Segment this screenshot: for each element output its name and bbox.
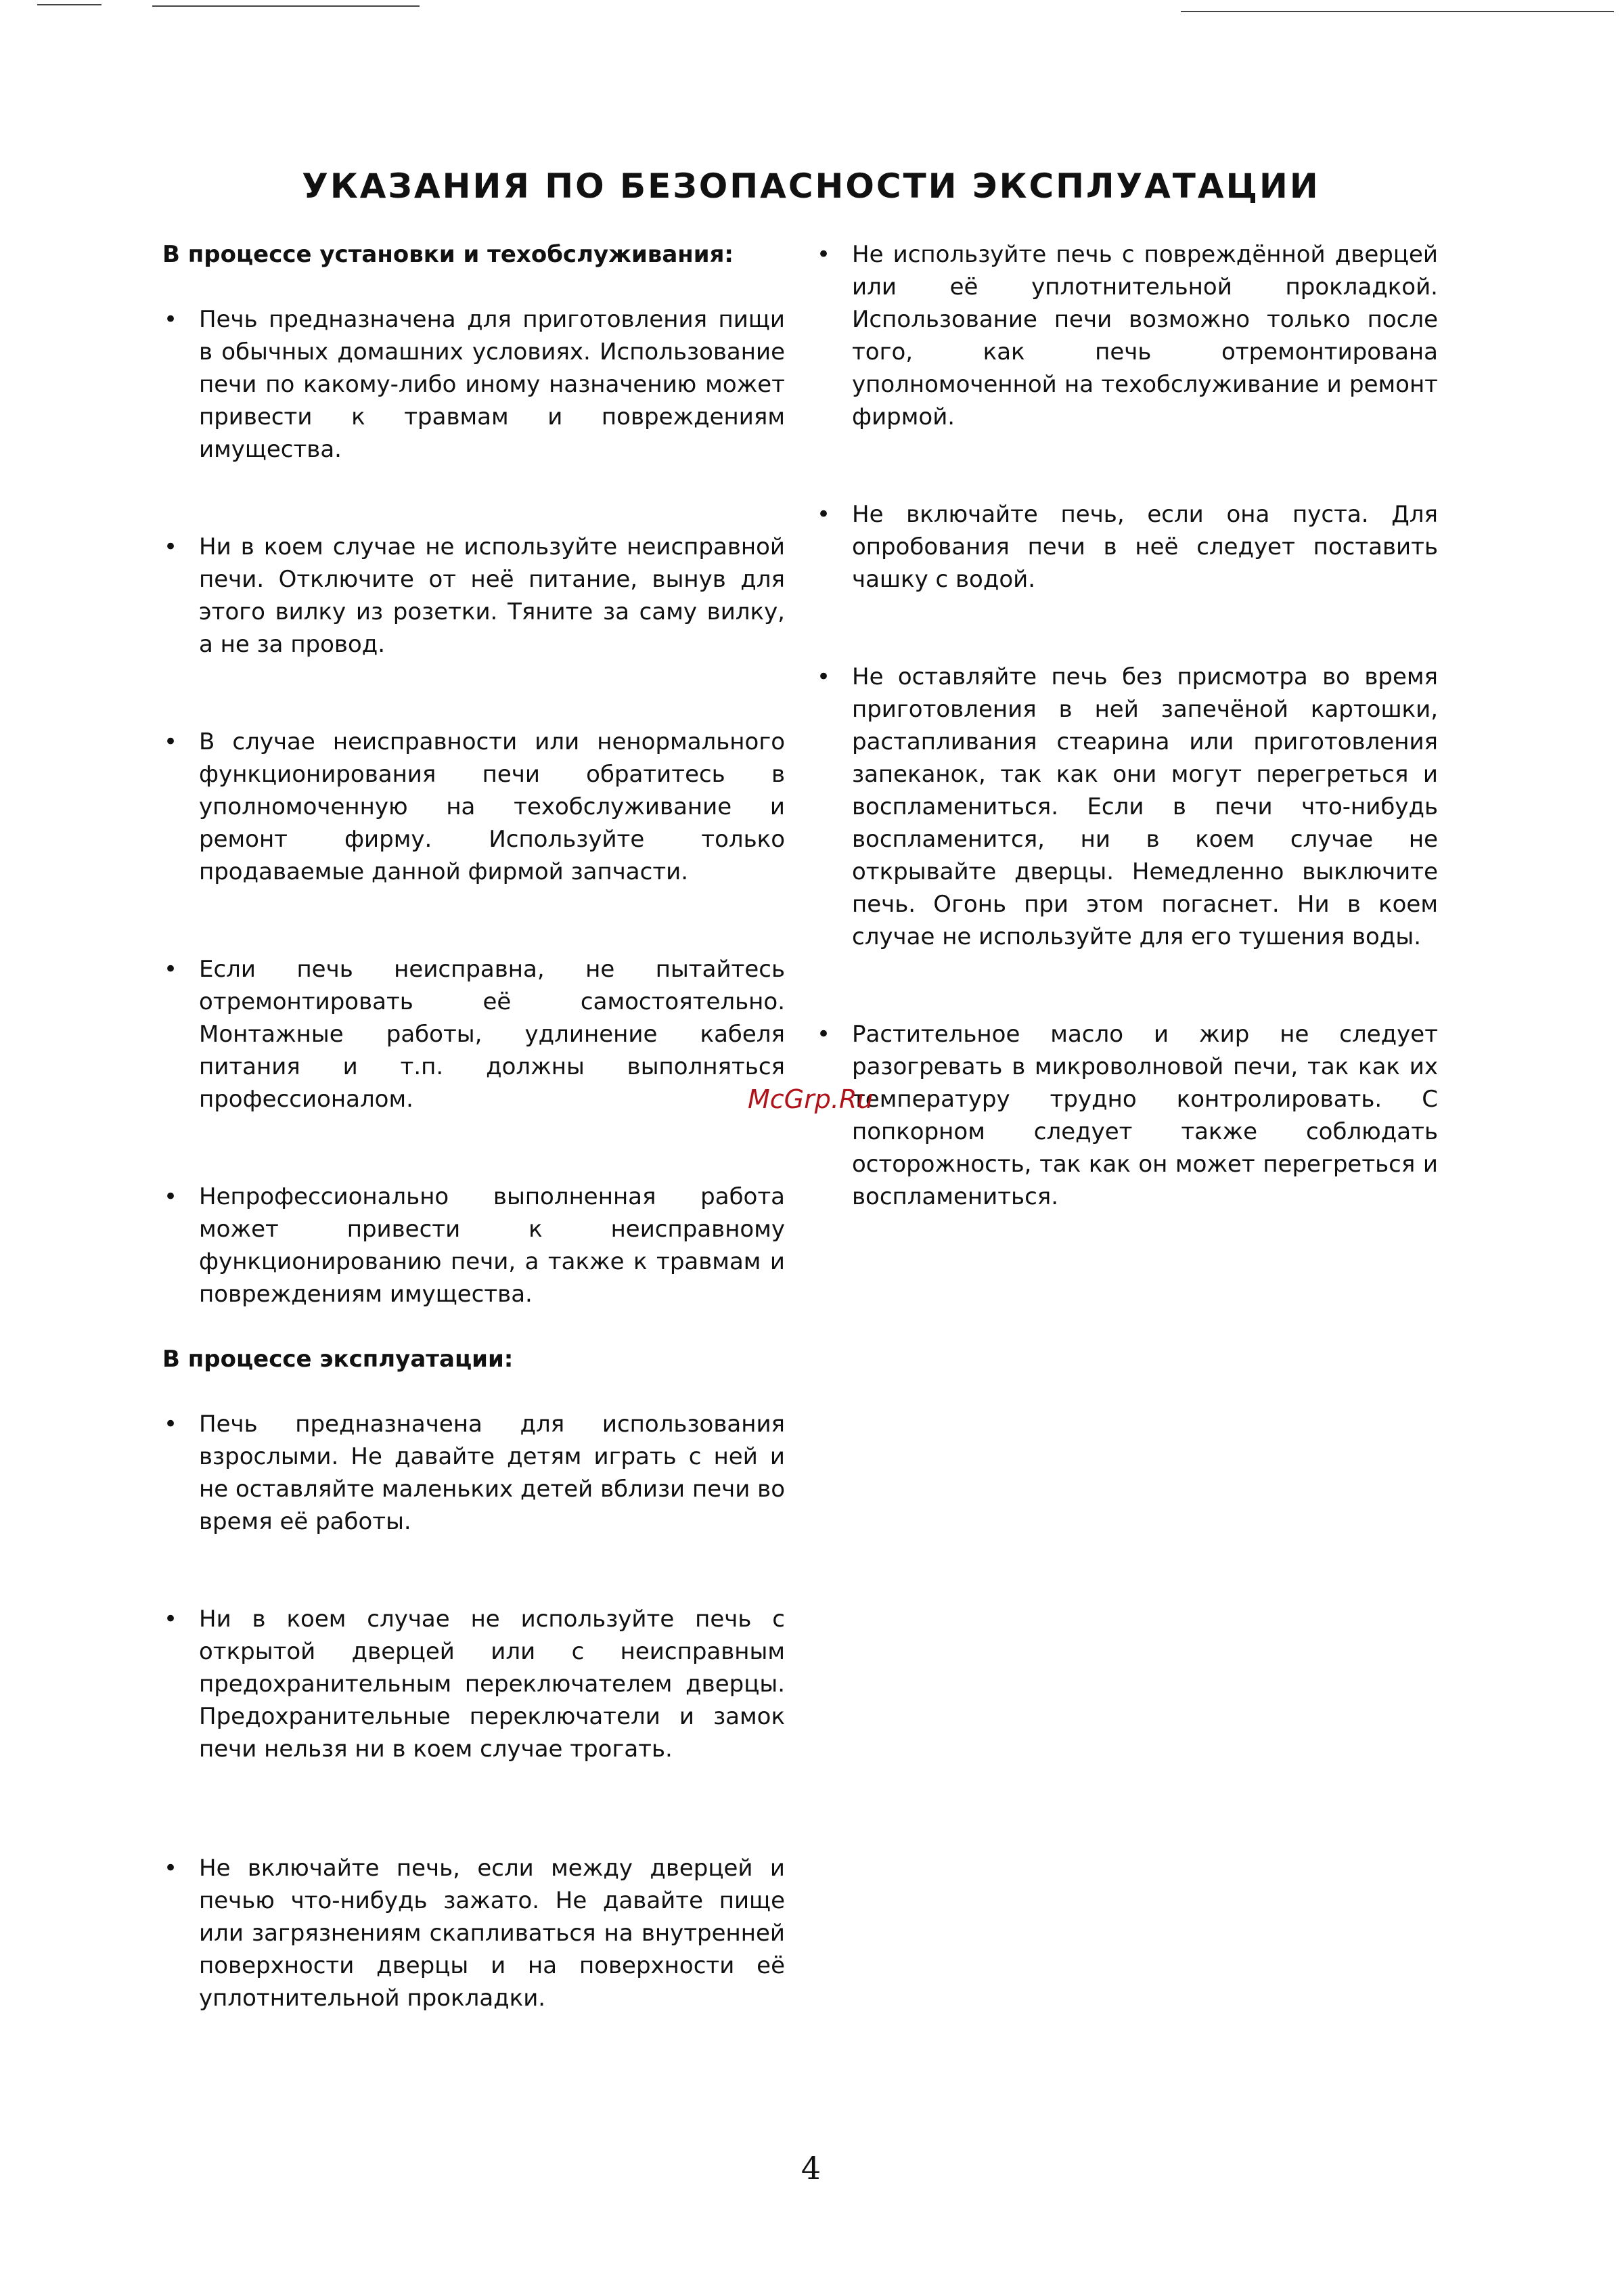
scan-line-top xyxy=(152,5,420,7)
operation-list xyxy=(162,1408,785,2014)
list-item: • Ни в коем случае не используйте неисправной печи. Отключите от неё питание, вынув для этого вилку из розетки. Тяните за саму вилку, а не за провод. xyxy=(164,533,785,658)
list-item: • Не оставляйте печь без присмотра во время приготовления в ней запечёной картошки, растапливания стеарина или приготовления запеканок, так как они могут перегреться и воспламениться. Если в печи что-нибудь воспламенится, ни в коем случае не открывайте дверцы. Немедленно выключите печь. Огонь при этом погаснет. Ни в коем случае не используйте для его тушения воды. xyxy=(817,663,1438,950)
list-item: • Не включайте печь, если между дверцей и печью что-нибудь зажато. Не давайте пище или загрязнениям скапливаться на внутренней поверхности дверцы и на поверхности её уплотнительной прокладки. xyxy=(164,1855,785,2012)
list-item: • Не используйте печь с повреждённой дверцей или её уплотнительной прокладкой. Использование печи возможно только после того, как печь отремонтирована уполномоченной на техобслуживание и ремонт фирмой. xyxy=(817,241,1438,430)
list-item: • Печь предназначена для использования взрослыми. Не давайте детям играть с ней и не оставляйте маленьких детей вблизи печи во время её работы. xyxy=(164,1411,785,1535)
list-item: • Не включайте печь, если она пуста. Для опробования печи в неё следует поставить чашку с водой. xyxy=(817,501,1438,593)
page-number: 4 xyxy=(801,2150,821,2186)
operation-heading: В процессе эксплуатации: xyxy=(162,1346,514,1373)
list-item: • Печь предназначена для приготовления пищи в обычных домашних условиях. Использование печи по какому-либо иному назначению может привести к травмам и повреждениям имущества. xyxy=(164,306,785,463)
installation-list xyxy=(162,303,785,1310)
list-item: • Непрофессионально выполненная работа может привести к неисправному функционированию печи, а также к травмам и повреждениям имущества. xyxy=(164,1183,785,1308)
list-item: • Если печь неисправна, не пытайтесь отремонтировать её самостоятельно. Монтажные работы, удлинение кабеля питания и т.п. должны выполняться профессионалом. xyxy=(164,956,785,1113)
installation-heading: В процессе установки и техобслуживания: xyxy=(162,241,734,268)
list-item: • Ни в коем случае не используйте печь с открытой дверцей или с неисправным предохранительным переключателем дверцы. Предохранительные переключатели и замок печи нельзя ни в коем случае трогать. xyxy=(164,1606,785,1763)
right-column xyxy=(815,238,1438,1278)
list-item: • Растительное масло и жир не следует разогревать в микроволновой печи, так как их температуру трудно контролировать. С попкорном следует также соблюдать осторожность, так как он может перегреться и воспламениться. xyxy=(817,1021,1438,1210)
scan-line-right xyxy=(1181,11,1614,12)
page-title: УКАЗАНИЯ ПО БЕЗОПАСНОСТИ ЭКСПЛУАТАЦИИ xyxy=(302,167,1320,206)
watermark: McGrp.Ru xyxy=(748,1084,874,1114)
list-item: • В случае неисправности или ненормального функционирования печи обратитесь в уполномоченную на техобслуживание и ремонт фирму. Используйте только продаваемые данной фирмой запчасти. xyxy=(164,728,785,885)
scan-line-left xyxy=(37,4,102,5)
left-column xyxy=(162,238,785,2079)
right-list xyxy=(815,238,1438,1213)
